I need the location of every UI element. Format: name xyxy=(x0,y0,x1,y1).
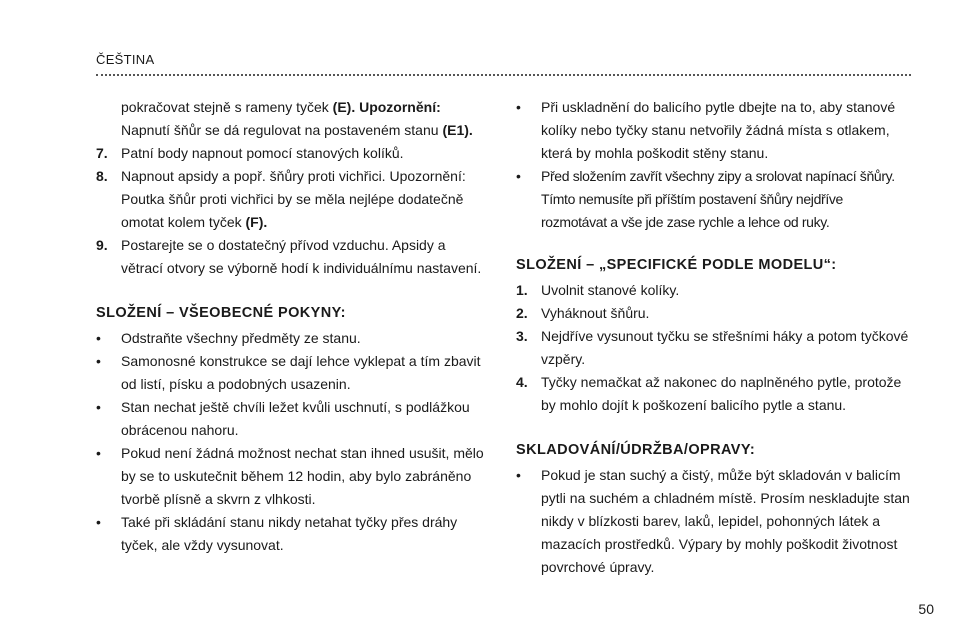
bullet-marker: • xyxy=(96,445,101,461)
item-text: Postarejte se o dostatečný přívod vzduchu. Apsidy a větrací otvory se výborně hodí k individuálnímu nastavení. xyxy=(121,237,482,276)
item-number: 7. xyxy=(96,145,108,161)
item-text: Při uskladnění do balicího pytle dbejte na to, aby stanové kolíky nebo tyčky stanu netvořily žádná místa s otlakem, která by mohla poškodit stěny stanu. xyxy=(541,99,896,161)
bullet-marker: • xyxy=(516,467,521,483)
numbered-item xyxy=(516,325,912,371)
item-text: Pokud je stan suchý a čistý, může být skladován v balicím pytli na suchém a chladném místě. Prosím neskladujte stan nikdy v blízkosti barev, laků, lepidel, pohonných látek a mazacích prostředků. Výpary by mohly poškodit životnost povrchové úpravy. xyxy=(541,467,910,575)
item-text: Napnout apsidy a popř. šňůry proti vichřici. Upozornění: Poutka šňůr proti vichřici by se měla nejlépe dodatečně omotat kolem tyček xyxy=(121,168,466,230)
numbered-item xyxy=(96,234,490,280)
bullet-item xyxy=(516,464,912,579)
item-number: 1. xyxy=(516,282,528,298)
bullet-marker: • xyxy=(96,399,101,415)
section-title-model: SLOŽENÍ – „SPECIFICKÉ PODLE MODELU“: xyxy=(516,257,837,273)
bullet-item xyxy=(96,511,490,557)
bullet-marker: • xyxy=(516,168,521,184)
bullet-item xyxy=(516,96,912,165)
bullet-item xyxy=(96,442,490,511)
section-title-storage: SKLADOVÁNÍ/ÚDRŽBA/OPRAVY: xyxy=(516,442,756,458)
header-divider xyxy=(96,74,911,76)
bullet-marker: • xyxy=(516,99,521,115)
item-text: Vyháknout šňůru. xyxy=(541,305,650,321)
continuation-paragraph xyxy=(96,96,490,142)
bullet-marker: • xyxy=(96,514,101,530)
section-title-general: SLOŽENÍ – VŠEOBECNÉ POKYNY: xyxy=(96,305,346,321)
bullet-item xyxy=(96,396,490,442)
item-text: Před složením zavřít všechny zipy a srolovat napínací šňůry. Tímto nemusíte při příštím postavení šňůry nejdříve rozmotávat a vše jde zase rychle a lehce od ruky. xyxy=(541,168,895,230)
item-number: 2. xyxy=(516,305,528,321)
bullet-marker: • xyxy=(96,353,101,369)
bullet-item xyxy=(516,165,912,234)
item-number: 4. xyxy=(516,374,528,390)
item-text: Tyčky nemačkat až nakonec do naplněného pytle, protože by mohlo dojít k poškození balicího pytle a stanu. xyxy=(541,374,902,413)
header-language: ČEŠTINA xyxy=(96,52,155,67)
item-text: Také při skládání stanu nikdy netahat tyčky přes dráhy tyček, ale vždy vysunovat. xyxy=(121,514,458,553)
item-text: Patní body napnout pomocí stanových kolíků. xyxy=(121,145,404,161)
bullet-item xyxy=(96,350,490,396)
item-text: Samonosné konstrukce se dají lehce vyklepat a tím zbavit od listí, písku a podobných usazenin. xyxy=(121,353,481,392)
left-column xyxy=(96,96,490,557)
item-text: Pokud není žádná možnost nechat stan ihned usušit, mělo by se to uskutečnit během 12 hodin, aby bylo zabráněno tvorbě plísně a skvrn z vlhkosti. xyxy=(121,445,484,507)
numbered-item xyxy=(516,371,912,417)
item-text: Uvolnit stanové kolíky. xyxy=(541,282,680,298)
continuation-text-1: pokračovat stejně s rameny tyček xyxy=(121,99,333,115)
item-number: 8. xyxy=(96,168,108,184)
bullet-item xyxy=(96,327,490,350)
continuation-bold-2: (E1). xyxy=(442,122,473,138)
item-text: Odstraňte všechny předměty ze stanu. xyxy=(121,330,361,346)
item-number: 9. xyxy=(96,237,108,253)
bullet-marker: • xyxy=(96,330,101,346)
item-number: 3. xyxy=(516,328,528,344)
numbered-item xyxy=(516,279,912,302)
page-number: 50 xyxy=(918,601,934,617)
item-text: Nejdříve vysunout tyčku se střešními háky a potom tyčkové vzpěry. xyxy=(541,328,909,367)
item-text: Stan nechat ještě chvíli ležet kvůli uschnutí, s podlážkou obrácenou nahoru. xyxy=(121,399,470,438)
right-column xyxy=(516,96,912,579)
continuation-bold-1: (E). Upozornění: xyxy=(332,99,441,115)
numbered-item xyxy=(96,165,490,234)
item-bold-ref: (F). xyxy=(245,214,268,230)
continuation-text-2: Napnutí šňůr se dá regulovat na postaveném stanu xyxy=(121,122,443,138)
numbered-item xyxy=(516,302,912,325)
numbered-item xyxy=(96,142,490,165)
